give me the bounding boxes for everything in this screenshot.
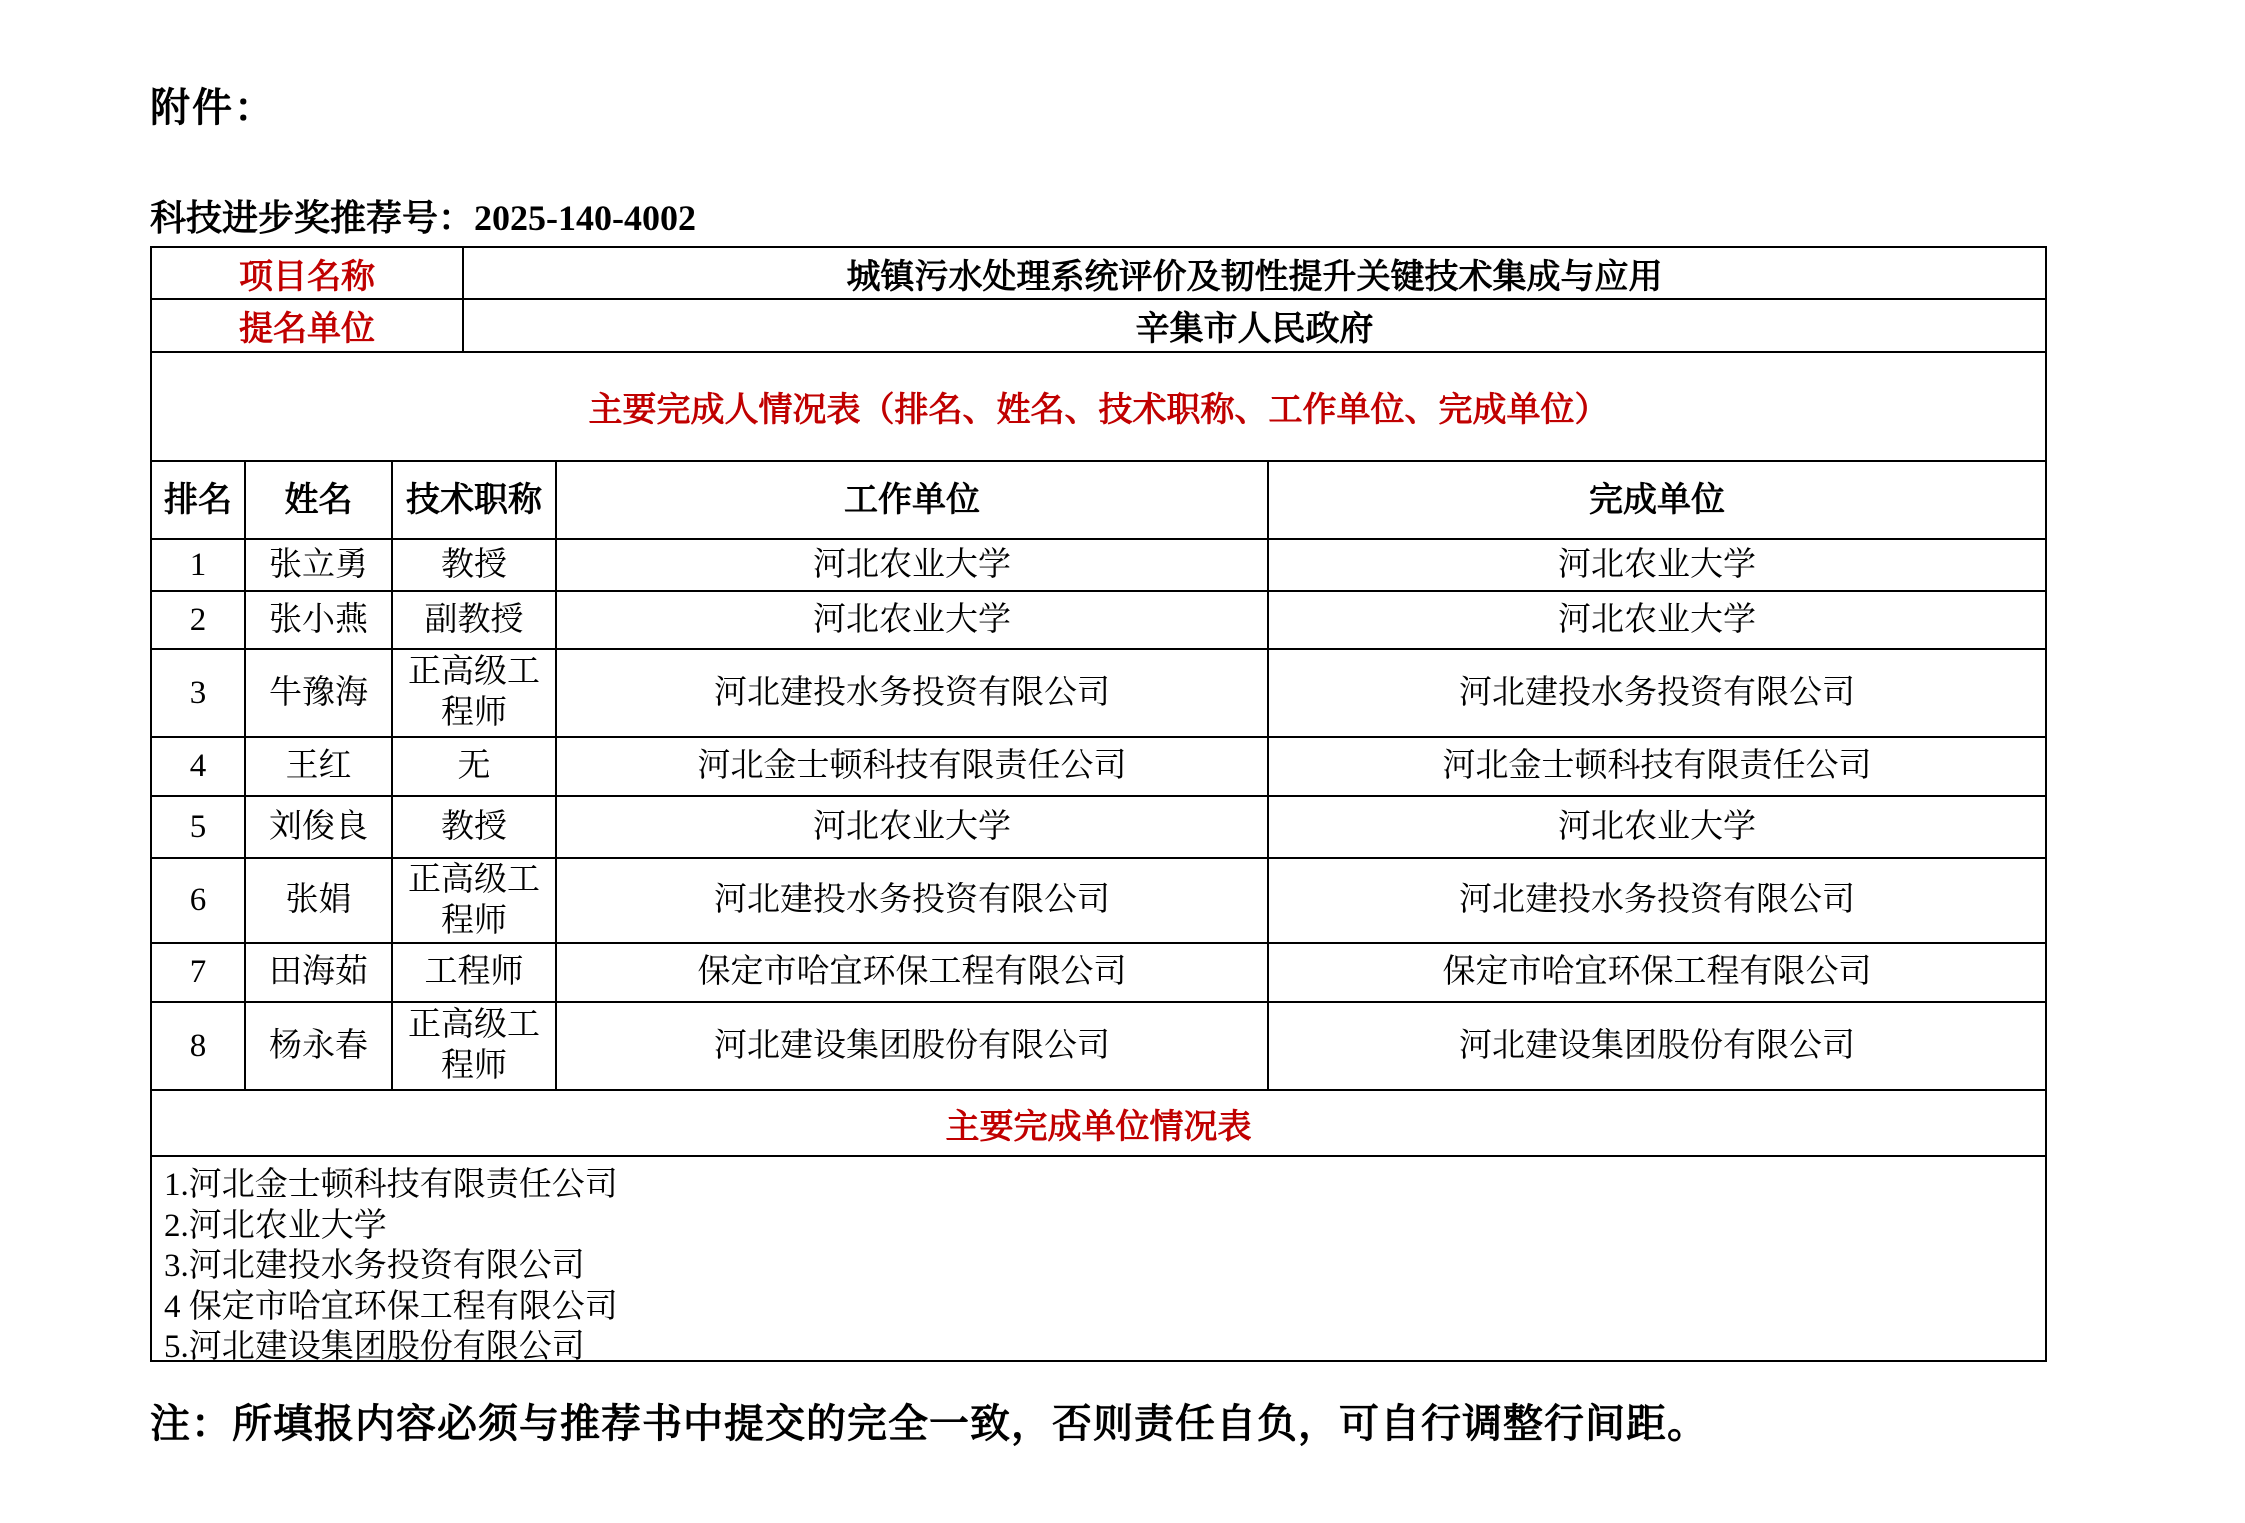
table-cell: 张小燕 xyxy=(246,592,393,650)
nominating-unit-value: 辛集市人民政府 xyxy=(1135,311,1374,348)
table-cell: 河北建设集团股份有限公司 xyxy=(1269,1003,2045,1091)
completing-units-list xyxy=(152,1157,2045,1365)
table-cell: 工程师 xyxy=(393,944,557,1003)
table-cell: 河北建投水务投资有限公司 xyxy=(557,650,1269,738)
table-cell: 教授 xyxy=(393,540,557,592)
table-cell: 牛豫海 xyxy=(246,650,393,738)
nominating-unit-label: 提名单位 xyxy=(152,300,464,351)
table-cell: 保定市哈宜环保工程有限公司 xyxy=(1269,944,2045,1003)
table-cell: 河北建设集团股份有限公司 xyxy=(557,1003,1269,1091)
table-header-cell: 技术职称 xyxy=(393,462,557,540)
table-cell: 1 xyxy=(152,540,246,592)
recommendation-number-label: 科技进步奖推荐号： xyxy=(150,198,475,238)
table-header-cell: 完成单位 xyxy=(1269,462,2045,540)
unit-list-item: 2.河北农业大学 xyxy=(164,1207,387,1244)
unit-list-item: 3.河北建投水务投资有限公司 xyxy=(164,1248,585,1284)
table-header-cell: 工作单位 xyxy=(557,462,1269,540)
table-cell: 河北农业大学 xyxy=(1269,797,2045,859)
table-cell: 7 xyxy=(152,944,246,1003)
unit-list-item: 5.河北建设集团股份有限公司 xyxy=(164,1329,585,1365)
table-cell: 河北农业大学 xyxy=(557,797,1269,859)
table-cell: 张娟 xyxy=(246,859,393,944)
table-cell: 河北农业大学 xyxy=(557,540,1269,592)
recommendation-number-value: 2025-140-4002 xyxy=(474,198,696,238)
table-cell: 王红 xyxy=(246,738,393,797)
table-cell: 河北建投水务投资有限公司 xyxy=(1269,859,2045,944)
project-name-row xyxy=(152,248,2045,300)
table-cell: 正高级工程师 xyxy=(393,650,557,738)
project-name-label: 项目名称 xyxy=(152,248,464,298)
table-cell: 河北农业大学 xyxy=(1269,540,2045,592)
unit-list-item: 1.河北金士顿科技有限责任公司 xyxy=(164,1167,618,1203)
table-cell: 8 xyxy=(152,1003,246,1091)
nominating-unit-row xyxy=(152,300,2045,353)
table-cell: 河北农业大学 xyxy=(557,592,1269,650)
table-cell: 河北建投水务投资有限公司 xyxy=(1269,650,2045,738)
table-cell: 田海茹 xyxy=(246,944,393,1003)
table-cell: 2 xyxy=(152,592,246,650)
table-cell: 河北金士顿科技有限责任公司 xyxy=(557,738,1269,797)
table-cell: 3 xyxy=(152,650,246,738)
table-header-cell: 排名 xyxy=(152,462,246,540)
table-cell: 杨永春 xyxy=(246,1003,393,1091)
performers-table-title: 主要完成人情况表（排名、姓名、技术职称、工作单位、完成单位） xyxy=(152,353,2045,462)
performers-table-grid xyxy=(152,462,2045,1091)
table-cell: 河北建投水务投资有限公司 xyxy=(557,859,1269,944)
table-cell: 正高级工程师 xyxy=(393,859,557,944)
table-cell: 无 xyxy=(393,738,557,797)
table-cell: 刘俊良 xyxy=(246,797,393,859)
recommendation-number-line xyxy=(150,190,696,241)
table-cell: 4 xyxy=(152,738,246,797)
table-cell: 河北金士顿科技有限责任公司 xyxy=(1269,738,2045,797)
table-cell: 河北农业大学 xyxy=(1269,592,2045,650)
table-cell: 教授 xyxy=(393,797,557,859)
project-name-value: 城镇污水处理系统评价及韧性提升关键技术集成与应用 xyxy=(846,258,1663,296)
footer-note: 注：所填报内容必须与推荐书中提交的完全一致，否则责任自负，可自行调整行间距。 xyxy=(150,1401,1708,1446)
table-cell: 保定市哈宜环保工程有限公司 xyxy=(557,944,1269,1003)
unit-list-item: 4 保定市哈宜环保工程有限公司 xyxy=(164,1288,618,1325)
table-cell: 正高级工程师 xyxy=(393,1003,557,1091)
table-cell: 张立勇 xyxy=(246,540,393,592)
table-header-cell: 姓名 xyxy=(246,462,393,540)
award-table xyxy=(150,246,2047,1365)
table-cell: 副教授 xyxy=(393,592,557,650)
table-cell: 6 xyxy=(152,859,246,944)
attachment-heading: 附件： xyxy=(150,85,276,130)
units-table-title: 主要完成单位情况表 xyxy=(152,1091,2045,1157)
table-cell: 5 xyxy=(152,797,246,859)
